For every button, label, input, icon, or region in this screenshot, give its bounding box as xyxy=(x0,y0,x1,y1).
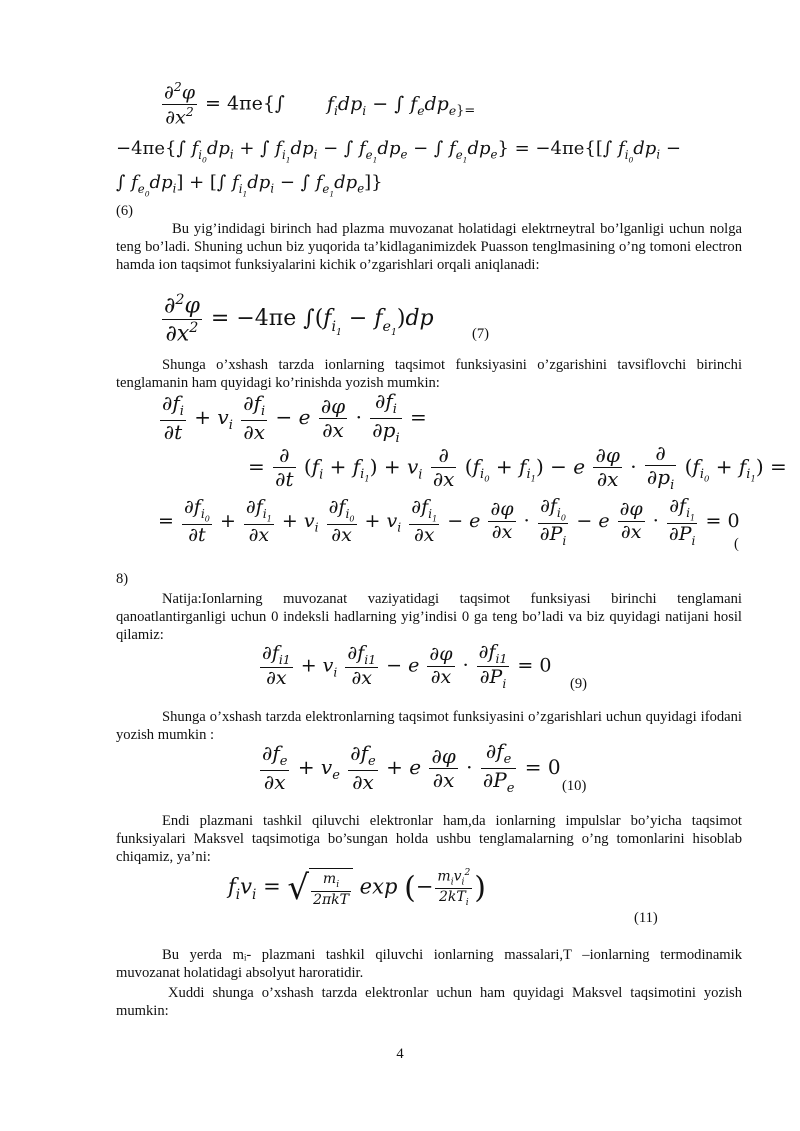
sqrt-symbol: √ $\frac{m_i}{\text{2πkT}}$ xyxy=(287,868,353,908)
page-number: 4 xyxy=(396,1046,404,1062)
paragraph-1: Bu yig’indidagi birinch had plazma muvozanat holatidagi elektrneytral bo’lganligi uchun nolga teng bo’ladi. Shuning uchun biz yuqorida ta’kidlaganimizdek Puasson tenglmasining o’ng tomoni electron hamda ion taqsimot funksiyalarini kichik o’zgarishlari orqali aniqlanadi: xyxy=(116,221,742,273)
equation-8-line-1: $\frac{\partial f_i}{\partial t}$ + $v_i$ $\frac{\partial f_i}{\partial x}$ − e $\frac{\partial\varphi}{\partial x}$ · $\frac{\partial f_i}{\partial p_i}$ = xyxy=(162,389,427,446)
paragraph-7: Xuddi shunga o’xshash tarzda elektronlar uchun ham quyidagi Maksvel taqsimotini yozish mumkin: xyxy=(116,985,742,1019)
equation-10: $\frac{\partial f_e}{\partial x}$ + $v_e$ $\frac{\partial f_e}{\partial x}$ + e $\frac{\partial\varphi}{\partial x}$ · $\frac{\partial f_e}{\partial P_e}$ = 0 xyxy=(262,739,561,796)
equation-11: $f_iv_i$ = √ $\frac{m_i}{\text{2πkT}}$ exp (− $\frac{m_iv_i^2}{2kT_i}$ ) xyxy=(228,868,486,909)
equation-6-line-3: ∫ $f_{e_0}dp_i$] + [∫ $f_{i_1}dp_i$ − ∫ $f_{e_1}dp_e$]} xyxy=(116,172,383,198)
equation-8-number-close: 8) xyxy=(116,571,129,587)
equation-6-line-1: $\frac{\partial^2\varphi}{\partial x^2}$ = 4πe{∫ $f_idp_i$ − ∫ $f_edp_{e\}=}$ xyxy=(164,80,476,129)
paragraph-6: Bu yerda mᵢ- plazmani tashkil qiluvchi ionlarning massalari,T –ionlarning termodinamik muvozanat holatidagi absolyut haroratidir. xyxy=(116,947,742,981)
equation-8-line-2: = $\frac{\partial}{\partial t}$ $(f_i + f_{i_1}) + v_i$ $\frac{\partial}{\partial x}$ $(f_{i_0} + f_{i_1}) - e$ $\frac{\partial\varphi}{\partial x}$ · $\frac{\partial}{\partial p_i}$ $(f_{i_0} + f_{i_1})$ = xyxy=(248,441,787,493)
equation-9: $\frac{\partial f_{i1}}{\partial x}$ + $v_i$ $\frac{\partial f_{i1}}{\partial x}$ − e $\frac{\partial\varphi}{\partial x}$ · $\frac{\partial f_{i1}}{\partial P_i}$ = 0 xyxy=(262,641,552,691)
paragraph-3: Natija:Ionlarning muvozanat vaziyatidagi taqsimot funksiyasi birinchi tenglamani qanoatlantirganligi uchun 0 indeksli hadlarning yig’indisi 0 ga teng bo’ladi va biz quyidagi natijani hosil qilamiz: xyxy=(116,591,742,643)
equation-8-line-3: = $\frac{\partial f_{i_0}}{\partial t}$ + $\frac{\partial f_{i_1}}{\partial x}$ + $v_i$ $\frac{\partial f_{i_0}}{\partial x}$ + $v_i$ $\frac{\partial f_{i_1}}{\partial x}$ − e $\frac{\partial\varphi}{\partial x}$ · $\frac{\partial f_{i_0}}{\partial P_i}$ − e $\frac{\partial\varphi}{\partial x}$ · $\frac{\partial f_{i_1}}{\partial P_i}$ = 0 xyxy=(158,495,740,548)
equation-7-number: (7) xyxy=(472,326,490,342)
equation-7: $\frac{\partial^2\varphi}{\partial x^2}$ = −4πe $\int(f_{i_1} - f_{e_1})dp$ xyxy=(164,292,434,346)
equation-11-number: (11) xyxy=(634,910,658,926)
equation-6-line-2: −4πe{∫ $f_{i_0}dp_i$ + ∫ $f_{i_1}dp_i$ − ∫ $f_{e_1}dp_e$ − ∫ $f_{e_1}dp_e\} = -4\pi e\{[\int$ $f_{i_0}dp_i$ − xyxy=(116,138,681,164)
paragraph-5: Endi plazmani tashkil qiluvchi elektronlar ham,da ionlarning impulslar bo’yicha taqsimot funksiyalari Maksvel taqsimotiga bo’sungan holda ushbu tenglamalarning o’ng tomonlarini hisoblab chiqamiz, ya’ni: xyxy=(116,813,742,865)
equation-10-number: (10) xyxy=(562,778,587,794)
paragraph-4: Shunga o’xshash tarzda elektronlarning taqsimot funksiyasini o’zgarishlari uchun quyidagi ifodani yozish mumkin : xyxy=(116,709,742,743)
equation-9-number: (9) xyxy=(570,676,588,692)
paragraph-2: Shunga o’xshash tarzda ionlarning taqsimot funksiyasini o’zgarishini tavsiflovchi birinchi tenglamanin ham quyidagi ko’rinishda yozish mumkin: xyxy=(116,357,742,391)
equation-6-number: (6) xyxy=(116,203,134,219)
equation-8-number-open: ( xyxy=(734,536,739,552)
